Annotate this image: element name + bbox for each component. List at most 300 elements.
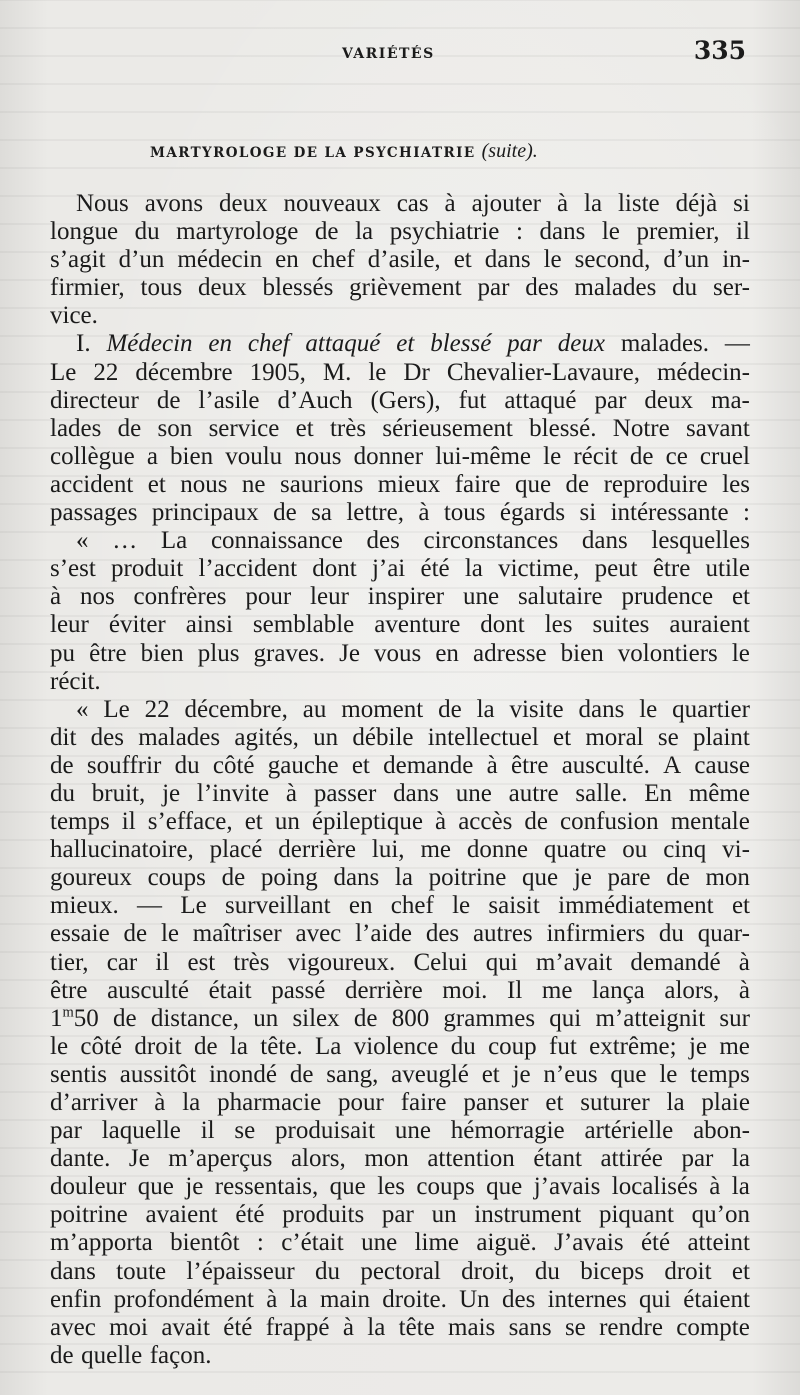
word: l’aide — [355, 920, 412, 948]
word: du — [315, 1257, 341, 1285]
text-line — [50, 724, 750, 752]
word: moi — [109, 1313, 149, 1341]
word: la — [464, 555, 483, 583]
word: Dr — [403, 358, 430, 386]
word: des — [90, 723, 124, 751]
word: avec — [50, 1313, 96, 1341]
text-line — [50, 471, 750, 499]
word: internes — [547, 1285, 627, 1313]
word: produit — [111, 555, 184, 583]
text-line — [50, 780, 750, 808]
word: confusion — [560, 808, 659, 836]
word: demandé — [630, 948, 721, 976]
word: abon- — [693, 1117, 750, 1145]
word: frappé — [265, 1313, 330, 1341]
word: distance, — [150, 1004, 239, 1032]
word: 800 — [391, 1004, 430, 1032]
word: leur — [50, 611, 89, 639]
word: toute — [116, 1257, 167, 1285]
word: principaux — [151, 499, 259, 527]
word: de — [353, 1004, 378, 1032]
word: ma- — [711, 386, 750, 414]
word: la — [584, 190, 603, 217]
word: surveillant — [225, 892, 331, 920]
word: une — [394, 1117, 431, 1145]
word: à — [556, 190, 569, 217]
word: fut — [549, 1032, 577, 1060]
word: passages — [50, 499, 138, 527]
section-title-main: MARTYROLOGE DE LA PSYCHIATRIE — [150, 145, 476, 161]
word: hémorragie — [450, 1117, 565, 1145]
word: dont — [480, 611, 525, 639]
word: vice. — [50, 302, 98, 330]
word: se — [564, 1313, 586, 1341]
word: avait — [161, 1313, 210, 1341]
word: de — [629, 442, 654, 470]
word: le — [731, 639, 750, 667]
word: la — [182, 1089, 201, 1116]
word: ajouter — [471, 190, 542, 217]
word: éviter — [108, 611, 166, 639]
word: l’invite — [196, 779, 270, 807]
word: circonstances — [423, 527, 559, 555]
word: la — [476, 695, 495, 723]
word: et — [731, 1257, 750, 1285]
word: temps — [50, 808, 110, 836]
word: sa — [311, 499, 332, 527]
word: nous — [180, 470, 228, 498]
word: pour — [245, 583, 292, 611]
text-line — [50, 359, 750, 387]
text-line — [50, 892, 750, 920]
word: mentale — [670, 808, 750, 836]
word: goureux — [50, 864, 132, 892]
word: de — [289, 1060, 314, 1088]
text-line — [50, 274, 750, 302]
word: J’avais — [554, 1229, 624, 1257]
word: épileptique — [311, 808, 423, 836]
word: lança — [592, 976, 645, 1004]
body-text — [50, 190, 750, 1370]
word: la — [289, 1285, 308, 1313]
word: enfin — [50, 1285, 102, 1313]
word: d’Auch — [277, 386, 353, 414]
word: grièvement — [349, 274, 462, 302]
word: moral — [585, 723, 644, 751]
text-line — [50, 190, 750, 218]
word: dans — [333, 864, 380, 892]
word: étaient — [683, 1285, 750, 1313]
word: silex — [292, 1004, 340, 1032]
word: salutaire — [517, 583, 603, 611]
word: un — [431, 1201, 457, 1229]
text-line — [50, 218, 750, 246]
word: dante. — [50, 1145, 111, 1173]
text-line — [50, 949, 750, 977]
word: me — [420, 836, 451, 864]
word: piquant — [598, 1201, 674, 1229]
word: Nous — [76, 190, 129, 217]
word: malades — [574, 274, 657, 302]
word: firmier, — [50, 274, 125, 302]
word: 22 — [93, 358, 119, 386]
word: bien — [170, 442, 214, 470]
word: peut — [594, 555, 638, 583]
word: ausculté — [107, 976, 189, 1004]
word: attirée — [600, 1145, 663, 1173]
word: le — [543, 442, 562, 470]
word: accident — [50, 470, 134, 498]
word: collègue — [50, 442, 135, 470]
word: il — [155, 948, 170, 976]
word: à — [50, 583, 62, 611]
word: localisés — [611, 1173, 698, 1201]
word: que — [329, 1173, 366, 1201]
word: biceps — [580, 1257, 645, 1285]
word: profondément — [113, 1285, 254, 1313]
word: quatre — [543, 836, 607, 864]
word: : — [256, 1229, 264, 1257]
text-line — [50, 555, 750, 583]
word: volontiers — [617, 639, 718, 667]
text-line — [50, 499, 750, 527]
word: alors, — [664, 976, 720, 1004]
word: d’un — [118, 246, 165, 274]
word: le — [50, 1032, 69, 1060]
word: La — [314, 1032, 342, 1060]
word: : — [742, 499, 750, 527]
word: et — [244, 808, 263, 836]
word: La — [160, 527, 188, 555]
word: la — [394, 864, 413, 892]
word: psychiatrie — [389, 218, 500, 246]
word: très — [329, 414, 367, 442]
word: l’asile — [198, 386, 260, 414]
word: cinq — [663, 836, 707, 864]
word: et — [553, 723, 572, 751]
word: quartier — [672, 695, 750, 723]
word: Chevalier-Lavaure, — [446, 358, 640, 386]
word: être — [510, 751, 549, 779]
word: la — [731, 1173, 750, 1201]
word: le — [543, 246, 562, 274]
section-title-suffix: (suite). — [481, 140, 538, 162]
word: un — [274, 808, 300, 836]
word: compte — [676, 1313, 750, 1341]
text-line — [50, 1286, 750, 1314]
word: ressentais, — [214, 1173, 319, 1201]
word: en — [348, 892, 373, 920]
word: droit — [134, 1032, 182, 1060]
word: que — [514, 470, 552, 498]
word: sang, — [326, 1060, 379, 1088]
word: mieux — [377, 470, 441, 498]
text-line — [50, 1258, 750, 1286]
word: je — [185, 1173, 204, 1201]
text-line — [50, 1033, 750, 1061]
text-line — [50, 1229, 750, 1257]
word: coups — [147, 864, 206, 892]
word: et — [396, 330, 415, 358]
word: Je — [128, 1145, 150, 1173]
word: Je — [339, 639, 360, 667]
word: et — [147, 470, 166, 498]
word: aiguë. — [476, 1229, 537, 1257]
word: en — [275, 246, 299, 274]
word: dans — [50, 1257, 96, 1285]
word: longue — [50, 218, 119, 246]
word: rendre — [599, 1313, 663, 1341]
word: quelle — [81, 1341, 143, 1369]
word: dans — [581, 527, 628, 555]
word: dont — [312, 555, 357, 583]
word: pu — [50, 639, 75, 667]
word: attention — [427, 1145, 515, 1173]
word: de — [156, 386, 181, 414]
word: leur — [310, 583, 349, 611]
word: étant — [533, 1145, 582, 1173]
word: bientôt — [170, 1229, 240, 1257]
word: 22 — [144, 695, 170, 723]
word: ne — [241, 470, 266, 498]
word: de — [221, 864, 246, 892]
word: la — [229, 1032, 248, 1060]
word: douleur — [50, 1173, 127, 1201]
word: la — [355, 218, 374, 246]
word: salle. — [575, 779, 628, 807]
word: de — [193, 1032, 218, 1060]
word: de — [113, 1004, 137, 1032]
word: chef — [247, 330, 290, 358]
word: reproduire — [603, 470, 708, 498]
word: qu’on — [691, 1201, 750, 1229]
word: côté — [212, 751, 255, 779]
word: coups — [416, 1173, 475, 1201]
word: Le — [50, 358, 77, 386]
word: connaissance — [210, 527, 343, 555]
word: par — [681, 1145, 714, 1173]
word: main — [319, 1285, 370, 1313]
word: que — [486, 1173, 523, 1201]
word: de — [438, 695, 462, 723]
word: la — [731, 1145, 750, 1173]
word: qui — [639, 1285, 671, 1313]
word: des — [501, 1285, 536, 1313]
word: aussitôt — [119, 1060, 197, 1088]
word: égards — [499, 499, 566, 527]
word: que — [137, 1173, 174, 1201]
word: être — [89, 639, 127, 667]
word: En — [644, 779, 673, 807]
word: en — [208, 330, 232, 358]
word: vous — [374, 639, 422, 667]
word: malades — [138, 723, 221, 751]
word: à — [418, 499, 430, 527]
word: dans — [578, 695, 625, 723]
word: a — [146, 442, 158, 470]
word: blessés — [262, 274, 334, 302]
text-line — [50, 611, 750, 639]
word: été — [223, 1313, 253, 1341]
word: coup — [488, 1032, 537, 1060]
word: semblable — [252, 611, 355, 639]
text-line — [50, 977, 750, 1005]
word: son — [157, 414, 193, 442]
word: premier, — [636, 218, 720, 246]
word: les — [722, 470, 750, 498]
word: tous — [140, 274, 183, 302]
word: — — [724, 330, 750, 358]
word: … — [112, 527, 138, 555]
text-line — [50, 330, 750, 358]
word: déjà — [675, 190, 718, 217]
word: à — [709, 1173, 721, 1201]
word: d’un — [663, 246, 710, 274]
word: du — [50, 779, 75, 807]
word: infirmiers — [546, 920, 646, 948]
word: graves. — [253, 639, 326, 667]
word: médecin — [177, 246, 263, 274]
word: mon — [705, 864, 750, 892]
word: le — [639, 695, 658, 723]
word: à — [738, 976, 750, 1004]
word: bruit, — [91, 779, 146, 807]
word: Celui — [413, 948, 468, 976]
word: ce — [665, 442, 688, 470]
word: blessé. — [529, 414, 597, 442]
word: lui, — [371, 836, 405, 864]
word: moi. — [442, 976, 488, 1004]
word: droit, — [461, 1257, 515, 1285]
word: intellectuel — [427, 723, 539, 751]
word: tous — [443, 499, 486, 527]
word: faire — [400, 1089, 447, 1116]
word: du — [658, 920, 684, 948]
word: est — [187, 948, 216, 976]
word: tête. — [260, 1032, 303, 1060]
word: de — [273, 499, 297, 527]
word: se — [234, 1117, 256, 1145]
word: autre — [508, 779, 559, 807]
word: attaqué — [305, 330, 381, 358]
word: des — [525, 274, 559, 302]
word: poitrine — [428, 864, 507, 892]
word: poing — [260, 864, 318, 892]
word: auraient — [669, 611, 750, 639]
word: vi- — [722, 836, 750, 864]
word: violence — [353, 1032, 439, 1060]
text-line — [50, 668, 750, 696]
word: nos — [79, 583, 115, 611]
word: à — [266, 1285, 278, 1313]
word: service — [208, 414, 280, 442]
page-number: 335 — [693, 36, 746, 65]
word: Le — [180, 892, 207, 920]
word: inspirer — [367, 583, 445, 611]
word: un — [253, 1004, 279, 1032]
word: saurions — [279, 470, 364, 498]
word: Il — [507, 976, 523, 1004]
text-line — [50, 836, 750, 864]
word: il — [200, 1117, 215, 1145]
word: poitrine — [50, 1201, 128, 1229]
word: un — [313, 723, 339, 751]
word: chef — [311, 246, 355, 274]
word: cruel — [699, 442, 750, 470]
text-line — [50, 752, 750, 780]
word: des — [366, 527, 400, 555]
word: décembre, — [184, 695, 288, 723]
word: le — [160, 920, 179, 948]
word: deux — [557, 330, 605, 358]
text-line — [50, 1089, 750, 1117]
word: mon — [364, 1145, 409, 1173]
word: ser- — [713, 274, 750, 302]
word: fut — [458, 386, 487, 414]
word: lettre, — [346, 499, 404, 527]
word: mieux. — [50, 892, 119, 920]
word: la — [367, 1313, 386, 1341]
word: I. — [76, 330, 91, 358]
word: bien — [140, 639, 184, 667]
word: se — [657, 723, 679, 751]
word: Un — [459, 1285, 490, 1313]
word: et — [731, 892, 750, 920]
word: extrême; — [589, 1032, 677, 1060]
word: par — [477, 274, 510, 302]
word: les — [544, 611, 573, 639]
word: de — [666, 864, 690, 892]
word: de — [117, 414, 142, 442]
word: et — [351, 751, 370, 779]
word: visite — [509, 695, 564, 723]
text-line — [50, 527, 750, 555]
word: aventure — [374, 611, 461, 639]
word: grammes — [443, 1004, 536, 1032]
word: s’efface, — [147, 808, 233, 836]
word: la — [666, 1089, 685, 1116]
word: pectoral — [360, 1257, 441, 1285]
word: suturer — [580, 1089, 650, 1116]
word: le — [368, 358, 387, 386]
word: demande — [383, 751, 474, 779]
word: Le — [103, 695, 130, 723]
word: il — [736, 218, 750, 246]
word: une — [462, 583, 500, 611]
word: lui-même — [435, 442, 532, 470]
word: intéressante — [610, 499, 729, 527]
word: nouveaux — [283, 190, 381, 217]
word: blessé — [430, 330, 492, 358]
word: à — [154, 1089, 166, 1116]
word: derrière — [344, 976, 423, 1004]
word: maîtriser — [192, 920, 282, 948]
word: si — [579, 499, 597, 527]
word: et — [481, 1060, 500, 1088]
word: adresse — [473, 639, 547, 667]
text-line — [50, 1314, 750, 1342]
word: si — [733, 190, 750, 217]
word: par — [381, 1201, 414, 1229]
word: ainsi — [185, 611, 233, 639]
word: droit — [664, 1257, 712, 1285]
word: : — [515, 218, 523, 246]
word: tête — [398, 1313, 435, 1341]
word: était — [208, 976, 252, 1004]
word: victime, — [498, 555, 580, 583]
text-line — [50, 302, 750, 330]
word: pour — [338, 1089, 384, 1116]
